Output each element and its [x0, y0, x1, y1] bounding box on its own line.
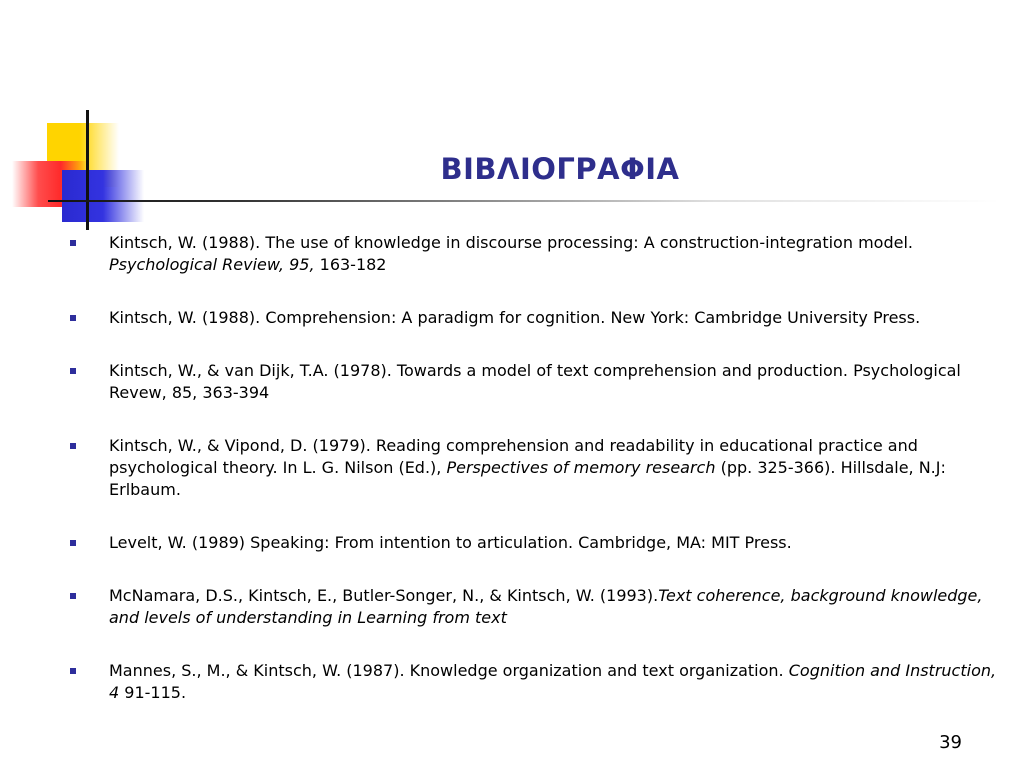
reference-text: Kintsch, W. (1988). Comprehension: A paradigm for cognition. New York: Cambridge University Press. [109, 308, 921, 327]
reference-item [70, 435, 1010, 501]
reference-item [70, 660, 1010, 704]
reference-text: Kintsch, W., & van Dijk, T.A. (1978). Towards a model of text comprehension and production. Psychological Revew, 85, 363-394 [109, 361, 961, 402]
reference-text: Mannes, S., M., & Kintsch, W. (1987). Knowledge organization and text organization. [109, 661, 789, 680]
square-bullet-icon [70, 240, 76, 246]
reference-publisher: (pp. 325-366). Hillsdale, N.J: Erlbaum. [109, 458, 946, 499]
page-number: 39 [939, 732, 962, 753]
decorative-logo [0, 0, 160, 240]
reference-journal: Psychological Review, 95, [109, 255, 315, 274]
reference-text: McNamara, D.S., Kintsch, E., Butler-Songer, N., & Kintsch, W. (1993). [109, 586, 659, 605]
square-bullet-icon [70, 593, 76, 599]
square-bullet-icon [70, 443, 76, 449]
title-underline-rule [48, 200, 1000, 202]
square-bullet-icon [70, 668, 76, 674]
reference-item [70, 360, 1010, 404]
reference-book-title: Perspectives of memory research [446, 458, 716, 477]
square-bullet-icon [70, 368, 76, 374]
slide-title: ΒΙΒΛΙΟΓΡΑΦΙΑ [440, 152, 680, 186]
reference-journal: Cognition and Instruction, 4 [109, 661, 997, 702]
reference-item [70, 585, 1010, 629]
square-bullet-icon [70, 315, 76, 321]
reference-pages: 91-115. [119, 683, 187, 702]
vertical-rule [86, 110, 89, 230]
reference-chapter-title: Text coherence, background knowledge, and levels of understanding in Learning from text [109, 586, 983, 627]
reference-item [70, 232, 1010, 276]
blue-square-shape [62, 170, 144, 222]
square-bullet-icon [70, 540, 76, 546]
reference-item [70, 307, 1010, 329]
reference-text: Levelt, W. (1989) Speaking: From intention to articulation. Cambridge, MA: MIT Press. [109, 533, 792, 552]
reference-text: Kintsch, W., & Vipond, D. (1979). Reading comprehension and readability in educational practice and psychological theory. In L. G. Nilson (Ed.), [109, 436, 918, 477]
reference-item [70, 532, 1010, 554]
reference-list [70, 232, 1010, 704]
reference-text: Kintsch, W. (1988). The use of knowledge in discourse processing: A construction-integration model. [109, 233, 913, 252]
reference-pages: 163-182 [314, 255, 387, 274]
